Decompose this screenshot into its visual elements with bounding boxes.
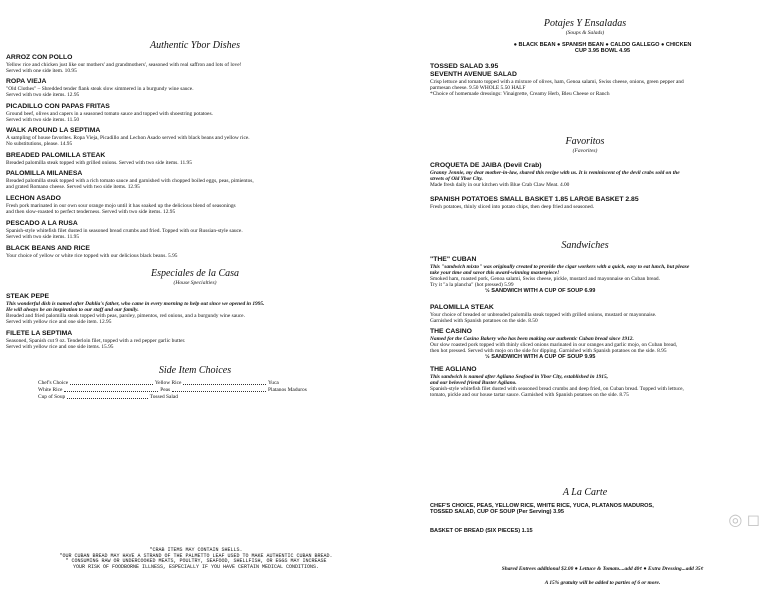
menu-item (6, 293, 386, 325)
menu-item (6, 103, 386, 123)
item-story: Named for the Casino Bakery who has been making our authentic Cuban bread since 1912. (430, 336, 634, 342)
item-desc: Smoked ham, roasted pork, Genoa salami, Swiss cheese, pickle, mustard and mayonnaise on Cuban bread. (430, 276, 660, 283)
item-name: PALOMILLA STEAK (430, 304, 494, 311)
item-desc: parmesan cheese. 9.50 WHOLE 5.50 HALF (430, 85, 526, 92)
side-row (38, 393, 338, 400)
gratuity-note: A 15% gratuity will be added to parties of 6 or more. (544, 580, 661, 586)
menu-item (430, 528, 775, 534)
side-items-table (38, 379, 338, 400)
item-story: This wonderful dish is named after Dahlia's father, who came in every morning to help out since we opened in 1995. (6, 301, 265, 307)
half-sandwich-offer: ½ SANDWICH WITH A CUP OF SOUP 9.95 (485, 354, 596, 361)
item-desc: Made fresh daily in our kitchen with Blue Crab Claw Meat. 4.00 (430, 182, 570, 189)
item-name: FILETE LA SEPTIMA (6, 330, 73, 337)
item-desc: Our slow roasted pork topped with thinly sliced onions marinated in our oranges and garlic mojo, on Cuban bread, (430, 342, 678, 349)
leader-dots (70, 381, 153, 385)
item-name: PICADILLO CON PAPAS FRITAS (6, 103, 110, 110)
menu-item (430, 196, 775, 210)
menu-item (6, 170, 386, 190)
menu-item (6, 78, 386, 98)
favoritos-subtitle: (Favorites) (572, 148, 598, 154)
item-name: LECHON ASADO (6, 195, 61, 202)
item-desc: Breaded and fried palomilla steak topped with peas, parsley, pimentos, red onions, and a burgundy wine sauce. (6, 313, 245, 320)
leader-dots (183, 381, 266, 385)
item-desc: and then slow-roasted to perfect tenderness. Served with two side items. 12.95 (6, 209, 176, 216)
item-name: WALK AROUND LA SEPTIMA (6, 127, 101, 134)
menu-item (430, 71, 775, 97)
side-item: Peas (160, 386, 171, 393)
soups-list: ● BLACK BEAN ● SPANISH BEAN ● CALDO GALLEGO ● CHICKEN (513, 42, 692, 48)
item-name: CROQUETA DE JAIBA (Devil Crab) (430, 162, 542, 169)
menu-item (430, 162, 775, 188)
sandwiches-title: Sandwiches (561, 240, 609, 251)
item-desc: Try it "a la plancha" (hot pressed) 5.99 (430, 282, 514, 289)
menu-item (6, 245, 386, 259)
item-name: BLACK BEANS AND RICE (6, 245, 90, 252)
item-name: SPANISH POTATOES SMALL BASKET 1.85 LARGE BASKET 2.85 (430, 196, 639, 203)
half-sandwich-offer: ½ SANDWICH WITH A CUP OF SOUP 6.99 (485, 288, 596, 295)
item-desc: tomato, pickle and our house tartar sauce. Garnished with Spanish potatoes on the side. 8.75 (430, 392, 629, 399)
item-desc: *Choice of homemade dressings: Vinaigrette, Creamy Herb, Bleu Cheese or Ranch (430, 91, 610, 98)
item-desc: Fresh potatoes, thinly sliced into potato chips, then deep fried and seasoned. (430, 204, 595, 210)
side-item: White Rice (38, 386, 63, 393)
menu-item (6, 127, 386, 147)
item-story: This sandwich is named after Agliano Seafood in Ybor City, established in 1915, (430, 374, 609, 380)
footnote-line: YOUR RISK OF FOODBORNE ILLNESS, ESPECIALLY IF YOU HAVE CERTAIN MEDICAL CONDITIONS. (72, 563, 320, 570)
item-name: PALOMILLA MILANESA (6, 170, 83, 177)
especiales-subtitle: (House Specialties) (173, 280, 217, 286)
menu-item (430, 63, 775, 71)
menu-item (6, 195, 386, 215)
item-desc: "Old Clothes" – Shredded tender flank steak slow simmered in a burgundy wine sauce. (6, 86, 194, 92)
potajes-subtitle: (Soups & Salads) (565, 30, 605, 36)
item-name: BREADED PALOMILLA STEAK (6, 152, 106, 159)
item-story: Granny Jennie, my dear mother-in-law, shared this recipe with us. It is reminiscent of the devil crabs sold on the (430, 170, 680, 176)
footnotes (6, 548, 386, 570)
item-name: THE AGLIANO (430, 366, 477, 373)
footnote-line: *CRAB ITEMS MAY CONTAIN SHELLS. (149, 547, 243, 553)
side-item: Chef's Choice (38, 379, 69, 386)
alacarte-line: TOSSED SALAD, CUP OF SOUP (Per Serving) 3.95 (430, 509, 564, 516)
item-name: ROPA VIEJA (6, 78, 47, 85)
alacarte-block (430, 503, 775, 515)
item-desc: Spanish-style whitefish filet dusted in seasoned bread crumbs and fried. Topped with our Russian-style sauce. (6, 228, 243, 234)
leader-dots (172, 388, 266, 392)
favoritos-title: Favoritos (565, 136, 605, 147)
footnote-line: * CONSUMING RAW OR UNDERCOOKED MEATS, POULTRY, SEAFOOD, SHELLFISH, OR EGGS MAY INCREASE (65, 558, 327, 565)
side-row (38, 386, 338, 393)
item-name: PESCADO A LA RUSA (6, 220, 78, 227)
item-desc: then hot pressed. Served with mojo on the side for dipping. Garnished with Spanish potatoes on the side. 8.95 (430, 348, 667, 355)
item-name: SEVENTH AVENUE SALAD (430, 71, 517, 78)
especiales-title: Especiales de la Casa (150, 268, 240, 279)
menu-item (430, 256, 775, 294)
item-desc: Spanish-style whitefish filet dusted with seasoned bread crumbs and deep fried, on Cuban bread. Topped with lettuce, (430, 386, 684, 393)
item-desc: Crisp lettuce and tomato topped with a mixture of olives, ham, Genoa salami, Swiss cheese, onions, green pepper and (430, 79, 684, 85)
menu-item (6, 330, 386, 350)
item-name: "THE" CUBAN (430, 256, 477, 263)
side-item: Platanos Maduros (268, 386, 307, 393)
item-desc: Yellow rice and chicken just like our mothers' and grandmothers', seasoned with real saffron and lots of love! (6, 62, 242, 68)
footnote-line: *OUR CUBAN BREAD MAY HAVE A STRAND OF THE PALMETTO LEAF USED TO MAKE AUTHENTIC CUBAN BREAD. (59, 552, 333, 559)
side-item: Cup of Soup (38, 393, 66, 400)
item-desc: Breaded palomilla steak topped with a rich tomato sauce and garnished with chopped boiled eggs, peas, pimientos, (6, 178, 254, 184)
soups-block (430, 42, 775, 54)
leader-dots (67, 395, 148, 399)
item-desc: Served with one side item. 10.95 (6, 68, 77, 75)
menu-item (430, 366, 775, 398)
item-story: take your time and savor this award-winning masterpiece! (430, 270, 560, 277)
side-items-title: Side Item Choices (158, 365, 232, 376)
item-name: THE CASINO (430, 328, 472, 335)
item-desc: Ground beef, olives and capers in a seasoned tomato sauce and topped with shoestring potatoes. (6, 111, 213, 117)
item-story: and our beloved friend Buster Agliano. (430, 380, 517, 387)
item-story: He will always be an inspiration to our staff and our family. (6, 307, 139, 314)
item-desc: Fresh pork marinated in our own sour orange mojo until it has soaked up the delicious blend of seasonings (6, 203, 236, 209)
soups-price: CUP 3.95 BOWL 4.95 (574, 48, 631, 55)
menu-item (6, 152, 386, 166)
item-story: streets of Old Ybor City. (430, 176, 483, 183)
item-desc: Breaded palomilla steak topped with grilled onions. Served with two side items. 11.95 (6, 160, 192, 166)
potajes-title: Potajes Y Ensaladas (543, 18, 627, 29)
item-desc: A sampling of house favorites. Ropa Vieja, Picadillo and Lechon Asado served with black beans and yellow rice. (6, 135, 250, 141)
leader-dots (64, 388, 158, 392)
item-name: ARROZ CON POLLO (6, 54, 73, 61)
item-desc: Your choice of yellow or white rice topped with our delicious black beans. 5.95 (6, 253, 178, 259)
side-item: Yuca (268, 379, 279, 386)
shared-entrees-note: Shared Entrees additional $2.00 ● Lettuce & Tomato....add 40¢ ● Extra Dressing...add 35¢ (501, 566, 704, 572)
item-desc: Served with two side items. 11.50 (6, 117, 80, 124)
item-story: This "sandwich mixto" was originally created to provide the cigar workers with a quick, easy to eat lunch, but please (430, 264, 690, 270)
menu-item (6, 54, 386, 74)
item-desc: Served with two side items. 11.95 (6, 234, 80, 241)
item-desc: Served with yellow rice and one side items. 15.95 (6, 344, 114, 351)
menu-item (6, 220, 386, 240)
side-row (38, 379, 338, 386)
item-desc: No substitutions, please. 14.95 (6, 141, 73, 148)
alacarte-title: A La Carte (562, 487, 608, 498)
alacarte-line: CHEF'S CHOICE, PEAS, YELLOW RICE, WHITE RICE, YUCA, PLATANOS MADUROS, (430, 503, 654, 509)
item-desc: Served with yellow rice and one side item. 12.95 (6, 319, 112, 326)
item-desc: Served with two side items. 12.95 (6, 92, 80, 99)
item-desc: Garnished with Spanish potatoes on the side. 8.50 (430, 318, 538, 325)
side-item: Yellow Rice (154, 379, 182, 386)
menu-item (430, 328, 775, 360)
watermark-icon: ◎ ◻ (728, 512, 760, 529)
item-desc: Your choice of breaded or unbreaded palomilla steak topped with grilled onions, mustard or mayonnaise. (430, 312, 657, 318)
item-desc: Seasoned, Spanish cut 9 oz. Tenderloin filet, topped with a red pepper garlic butter. (6, 338, 186, 344)
bread-item: BASKET OF BREAD (SIX PIECES) 1.15 (430, 528, 533, 534)
item-desc: and grated Romano cheese. Served with two side items. 12.95 (6, 184, 140, 191)
menu-item (430, 304, 775, 324)
item-name: TOSSED SALAD 3.95 (430, 63, 499, 70)
authentic-title: Authentic Ybor Dishes (150, 40, 240, 51)
item-name: STEAK PEPE (6, 293, 50, 300)
side-item: Tossed Salad (149, 393, 178, 400)
